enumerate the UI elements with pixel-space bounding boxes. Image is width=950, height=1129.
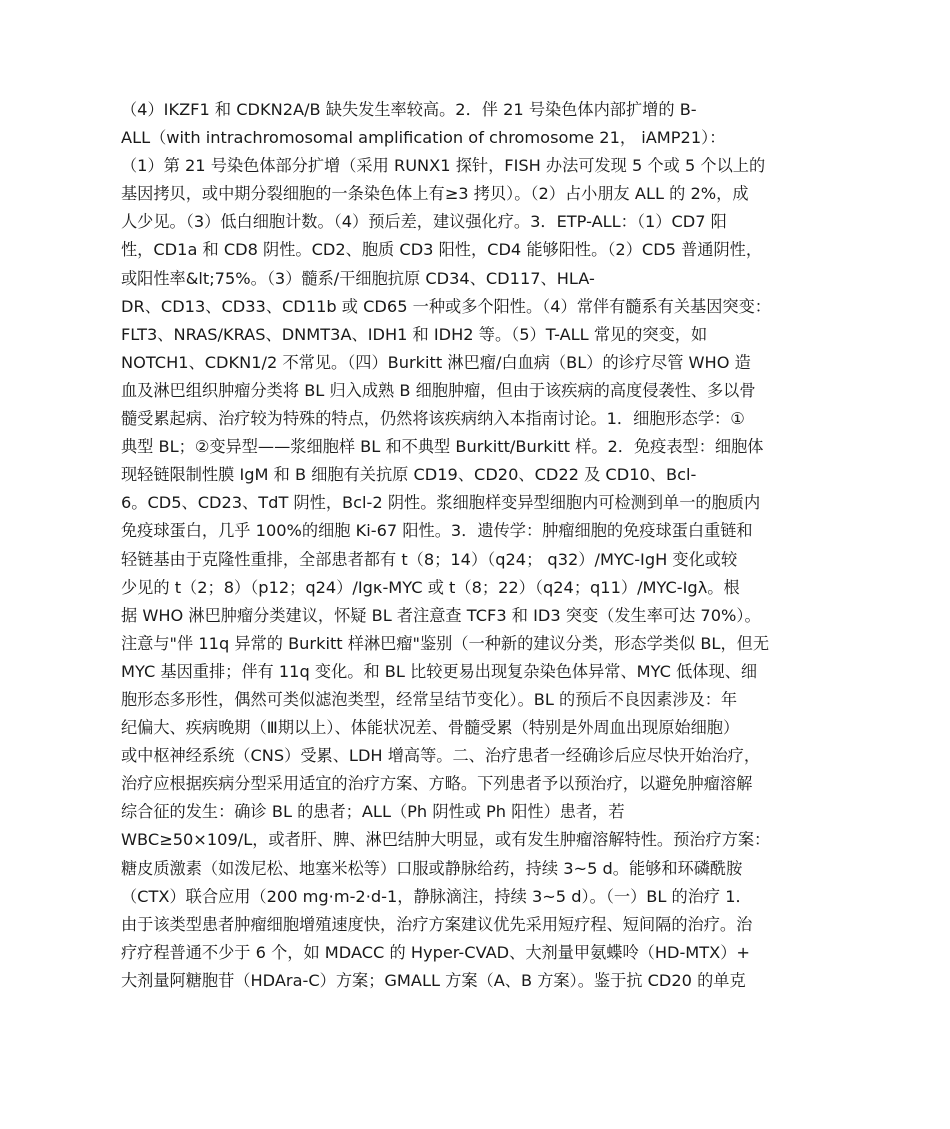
text-line: （1）第 21 号染色体部分扩增（采用 RUNX1 探针，FISH 办法可发现 5 个或 5 个以上的	[121, 156, 766, 176]
text-line: 性，CD1a 和 CD8 阴性。CD2、胞质 CD3 阳性，CD4 能够阳性。（2）CD5 普通阴性，	[121, 240, 763, 260]
text-line: ALL（with intrachromosomal amplification of chromosome 21， iAMP21）：	[121, 128, 726, 148]
text-line: 据 WHO 淋巴肿瘤分类建议，怀疑 BL 者注意查 TCF3 和 ID3 突变（发生率可达 70%）。	[121, 605, 761, 625]
body-text	[121, 96, 831, 995]
text-line: 人少见。（3）低白细胞计数。（4）预后差，建议强化疗。3．ETP-ALL：（1）CD7 阳	[121, 212, 727, 232]
text-line: 少见的 t（2；8）（p12；q24）/Igκ-MYC 或 t（8；22）（q24；q11）/MYC-Igλ。根	[121, 577, 740, 597]
text-line: 或中枢神经系统（CNS）受累、LDH 增高等。二、治疗患者一经确诊后应尽快开始治疗，	[121, 746, 761, 766]
text-line: 注意与"伴 11q 异常的 Burkitt 样淋巴瘤"鉴别（一种新的建议分类，形态学类似 BL，但无	[121, 633, 770, 653]
text-line: 治疗应根据疾病分型采用适宜的治疗方案、方略。下列患者予以预治疗，以避免肿瘤溶解	[121, 774, 753, 794]
text-line: 髓受累起病、治疗较为特殊的特点，仍然将该疾病纳入本指南讨论。1．细胞形态学：①	[121, 409, 745, 429]
text-line: DR、CD13、CD33、CD11b 或 CD65 一种或多个阳性。（4）常伴有髓系有关基因突变：	[121, 296, 771, 316]
text-line: 由于该类型患者肿瘤细胞增殖速度快，治疗方案建议优先采用短疗程、短间隔的治疗。治	[121, 914, 753, 934]
text-line: NOTCH1、CDKN1/2 不常见。（四）Burkitt 淋巴瘤/白血病（BL）的诊疗尽管 WHO 造	[121, 352, 751, 372]
text-line: 典型 BL；②变异型——浆细胞样 BL 和不典型 Burkitt/Burkitt 样。2．免疫表型：细胞体	[121, 437, 764, 457]
text-line: 血及淋巴组织肿瘤分类将 BL 归入成熟 B 细胞肿瘤，但由于该疾病的高度侵袭性、多以骨	[121, 380, 756, 400]
text-line: （4）IKZF1 和 CDKN2A/B 缺失发生率较高。2．伴 21 号染色体内部扩增的 B-	[121, 100, 697, 119]
text-line: 疗疗程普通不少于 6 个，如 MDACC 的 Hyper-CVAD、大剂量甲氨蝶呤（HD-MTX）+	[121, 942, 751, 962]
text-line: MYC 基因重排；伴有 11q 变化。和 BL 比较更易出现复杂染色体异常、MYC 低体现、细	[121, 661, 758, 681]
text-line: 免疫球蛋白，几乎 100%的细胞 Ki-67 阳性。3．遗传学：肿瘤细胞的免疫球蛋白重链和	[121, 521, 753, 541]
text-line: 现轻链限制性膜 IgM 和 B 细胞有关抗原 CD19、CD20、CD22 及 CD10、Bcl-	[121, 465, 697, 485]
text-line: 糖皮质激素（如泼尼松、地塞米松等）口服或静脉给药，持续 3~5 d。能够和环磷酰胺	[121, 858, 743, 878]
text-line: FLT3、NRAS/KRAS、DNMT3A、IDH1 和 IDH2 等。（5）T-ALL 常见的突变，如	[121, 324, 708, 344]
text-line: 胞形态多形性，偶然可类似滤泡类型，经常呈结节变化）。BL 的预后不良因素涉及：年	[121, 689, 738, 709]
text-line: 大剂量阿糖胞苷（HDAra-C）方案；GMALL 方案（A、B 方案）。鉴于抗 CD20 的单克	[121, 970, 746, 990]
text-line: WBC≥50×109/L，或者肝、脾、淋巴结肿大明显，或有发生肿瘤溶解特性。预治疗方案：	[121, 830, 771, 850]
text-line: 纪偏大、疾病晚期（Ⅲ期以上）、体能状况差、骨髓受累（特别是外周血出现原始细胞）	[121, 718, 740, 738]
text-line: 综合征的发生：确诊 BL 的患者；ALL（Ph 阴性或 Ph 阳性）患者，若	[121, 802, 625, 822]
text-line: 轻链基由于克隆性重排，全部患者都有 t（8；14）（q24； q32）/MYC-IgH 变化或较	[121, 549, 738, 569]
text-line: 基因拷贝，或中期分裂细胞的一条染色体上有≥3 拷贝）。（2）占小朋友 ALL 的 2%，成	[121, 184, 749, 204]
text-line: （CTX）联合应用（200 mg·m-2·d-1，静脉滴注，持续 3~5 d）。（一）BL 的治疗 1．	[121, 886, 752, 906]
text-line: 6。CD5、CD23、TdT 阴性，Bcl-2 阴性。浆细胞样变异型细胞内可检测到单一的胞质内	[121, 493, 761, 513]
text-line: 或阳性率&lt;75%。（3）髓系/干细胞抗原 CD34、CD117、HLA-	[121, 268, 595, 288]
